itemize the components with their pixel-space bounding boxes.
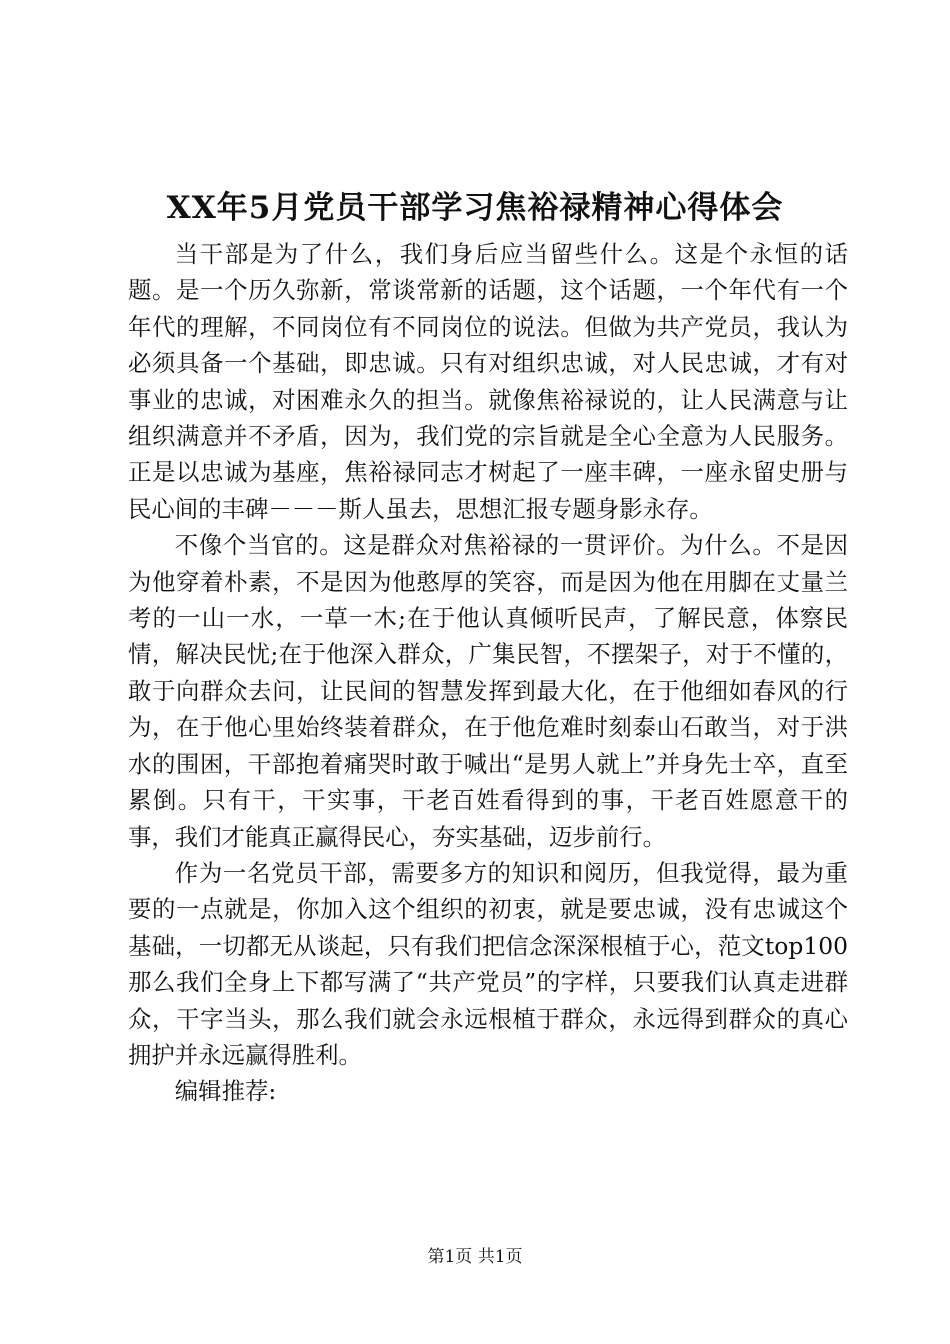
document-body bbox=[128, 236, 848, 1110]
paragraph-1: 当干部是为了什么，我们身后应当留些什么。这是个永恒的话题。是一个历久弥新，常谈常新的话题，这个话题，一个年代有一个年代的理解，不同岗位有不同岗位的说法。但做为共产党员，我认为必须具备一个基础，即忠诚。只有对组织忠诚，对人民忠诚，才有对事业的忠诚，对困难永久的担当。就像焦裕禄说的，让人民满意与让组织满意并不矛盾，因为，我们党的宗旨就是全心全意为人民服务。正是以忠诚为基座，焦裕禄同志才树起了一座丰碑，一座永留史册与民心间的丰碑－－－斯人虽去，思想汇报专题身影永存。 bbox=[128, 240, 848, 523]
document-title: XX年5月党员干部学习焦裕禄精神心得体会 bbox=[166, 190, 784, 226]
paragraph-2: 不像个当官的。这是群众对焦裕禄的一贯评价。为什么。不是因为他穿着朴素，不是因为他憨厚的笑容，而是因为他在用脚在丈量兰考的一山一水，一草一木;在于他认真倾听民声，了解民意，体察民情，解决民忧;在于他深入群众，广集民智，不摆架子，对于不懂的，敢于向群众去问，让民间的智慧发挥到最大化，在于他细如春风的行为，在于他心里始终装着群众，在于他危难时刻泰山石敢当，对于洪水的围困，干部抱着痛哭时敢于喊出“是男人就上”并身先士卒，直至累倒。只有干，干实事，干老百姓看得到的事，干老百姓愿意干的事，我们才能真正赢得民心，夯实基础，迈步前行。 bbox=[128, 531, 848, 851]
paragraph-3: 作为一名党员干部，需要多方的知识和阅历，但我觉得，最为重要的一点就是，你加入这个组织的初衷，就是要忠诚，没有忠诚这个基础，一切都无从谈起，只有我们把信念深深根植于心，范文top100那么我们全身上下都写满了“共产党员”的字样，只要我们认真走进群众，干字当头，那么我们就会永远根植于群众，永远得到群众的真心拥护并永远赢得胜利。 bbox=[128, 858, 848, 1069]
paragraph-editor-recommend: 编辑推荐: bbox=[174, 1077, 277, 1106]
page-footer: 第1页 共1页 bbox=[427, 1247, 523, 1267]
